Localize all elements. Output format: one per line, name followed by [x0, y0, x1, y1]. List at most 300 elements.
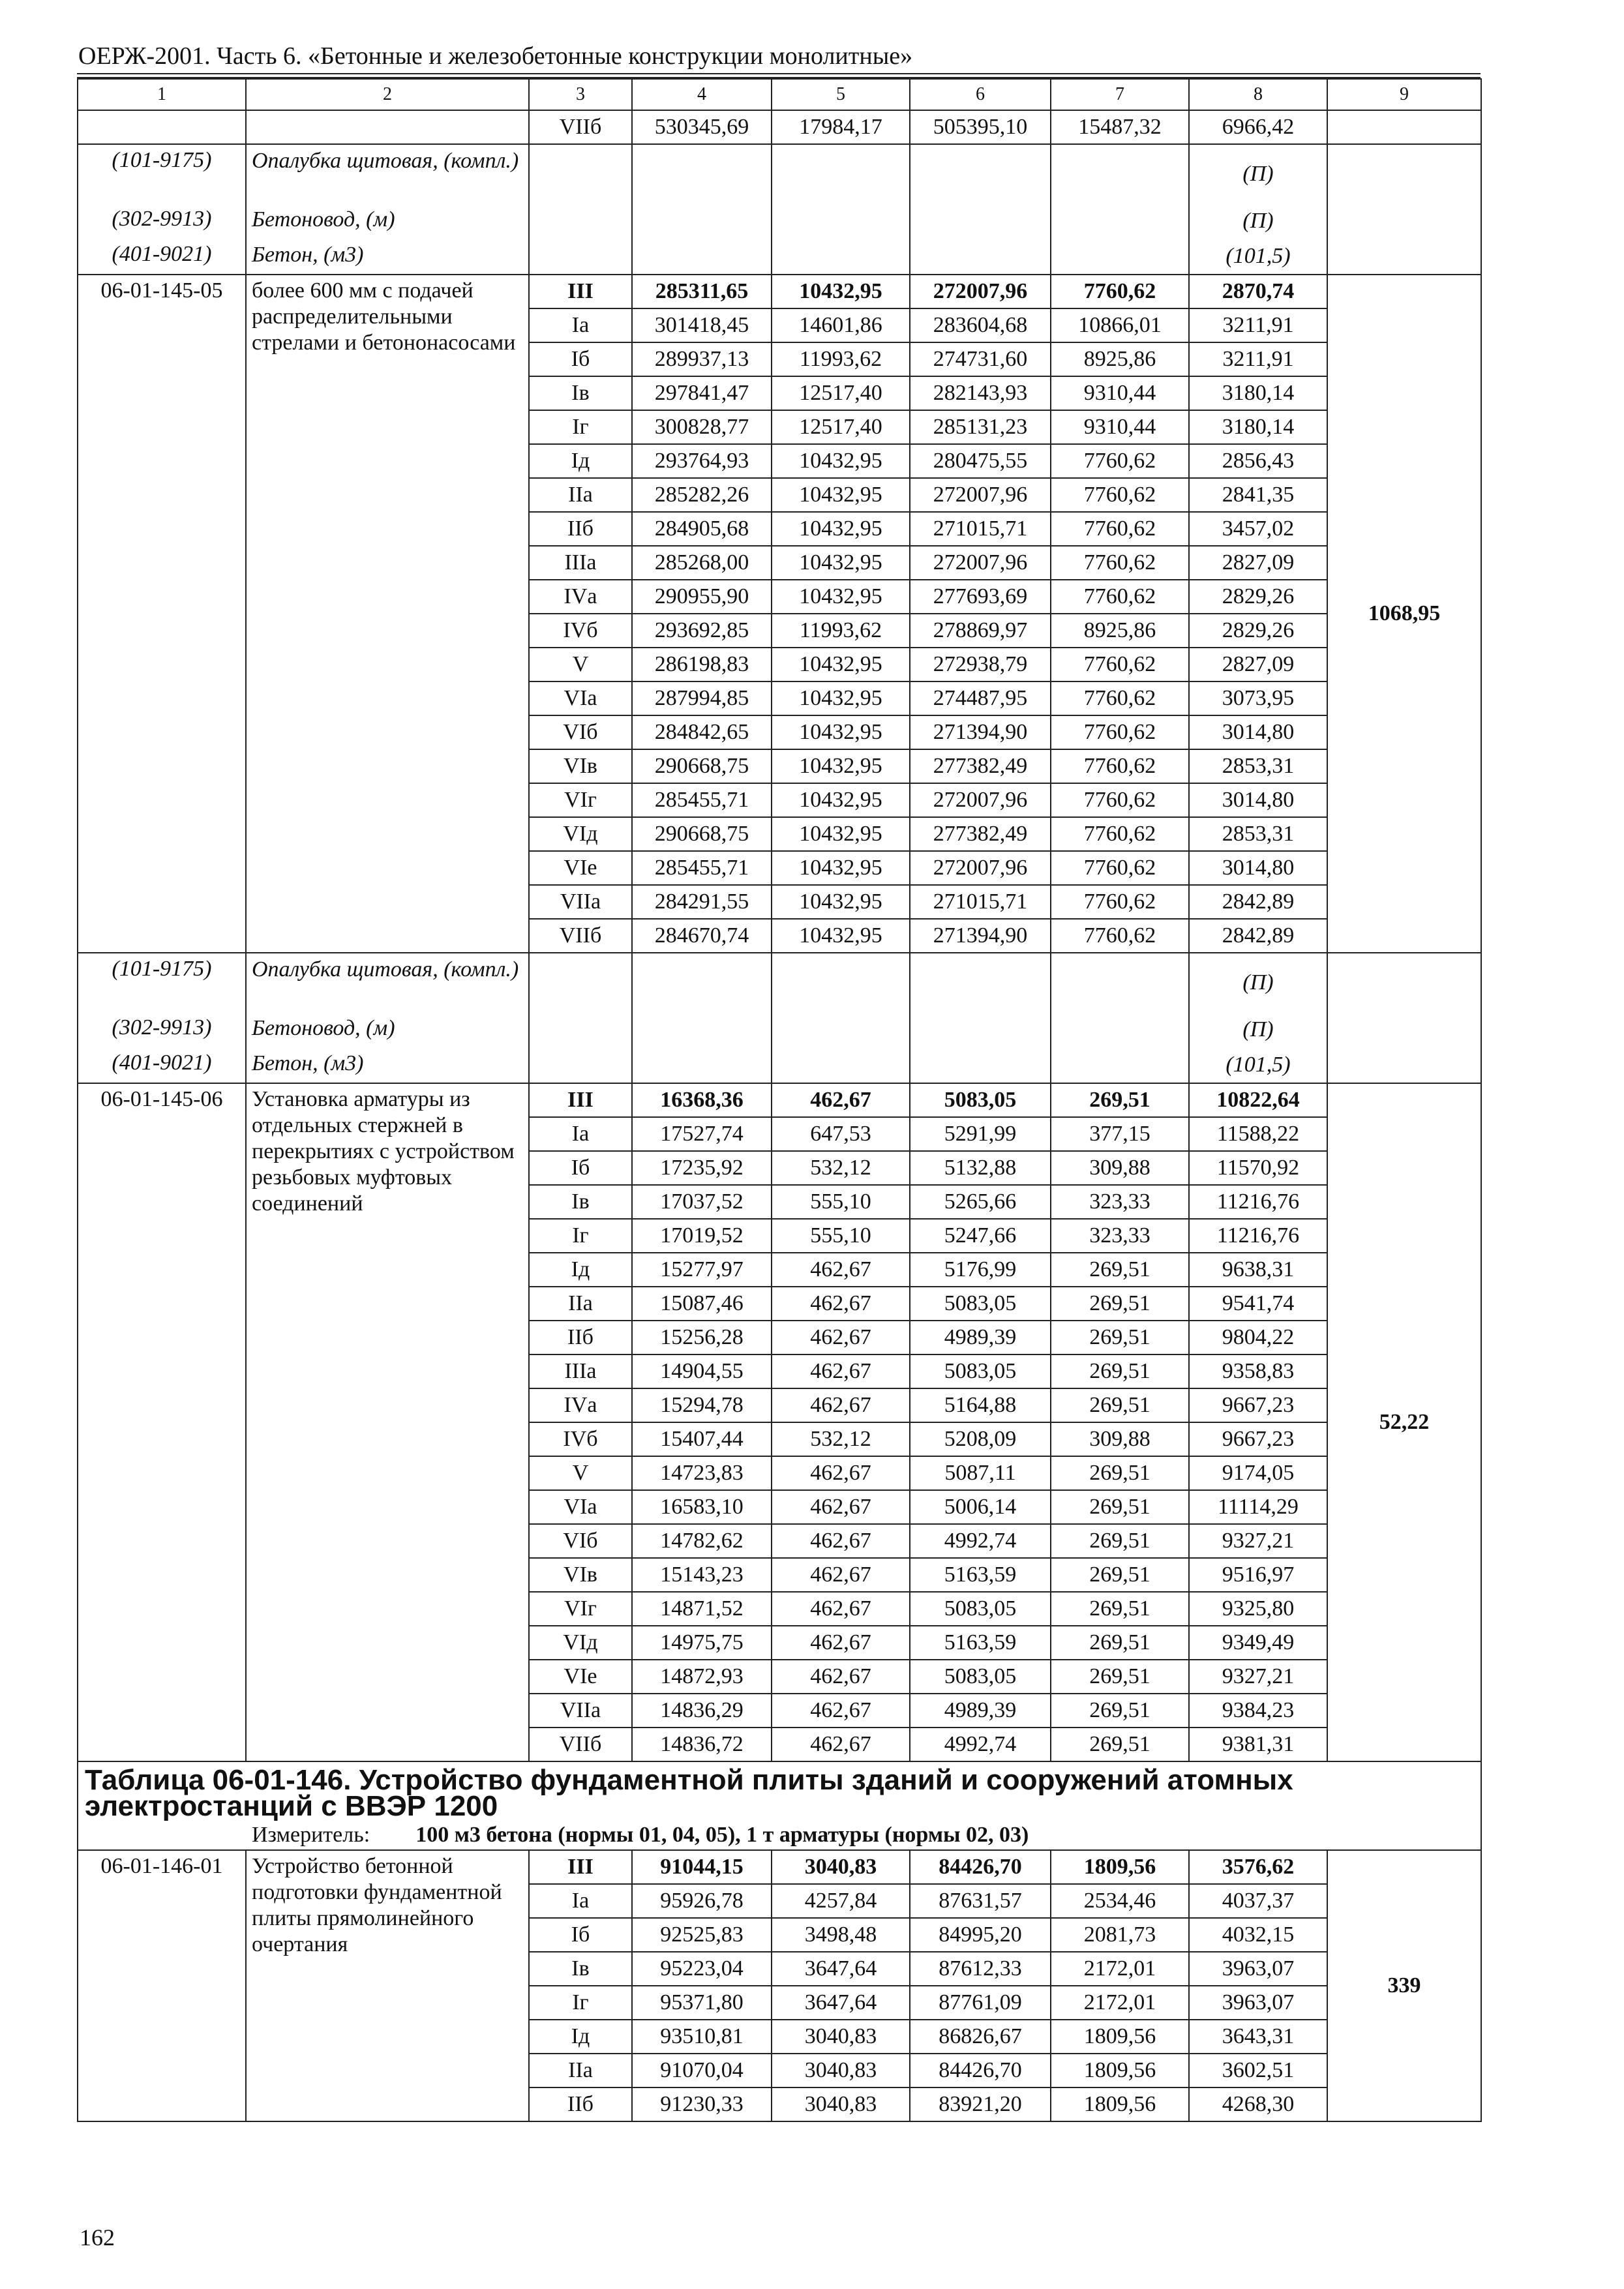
value-cell: 272007,96 [910, 546, 1051, 580]
zone-cell: VIа [529, 681, 632, 715]
resource-empty-cell [772, 144, 910, 203]
value-cell: 4989,39 [910, 1321, 1051, 1354]
value-cell: 16368,36 [632, 1083, 772, 1117]
table-row [78, 1850, 1481, 1884]
zone-cell: IIа [529, 2054, 632, 2087]
value-cell: 269,51 [1051, 1321, 1189, 1354]
value-cell: 462,67 [772, 1524, 910, 1558]
value-cell: 5247,66 [910, 1219, 1051, 1253]
page-header: ОЕРЖ-2001. Часть 6. «Бетонные и железобетонные конструкции монолитные» [78, 42, 913, 70]
value-cell: 9381,31 [1189, 1728, 1327, 1761]
zone-cell: VIIа [529, 885, 632, 919]
value-cell: 462,67 [772, 1592, 910, 1626]
value-cell: 14782,62 [632, 1524, 772, 1558]
value-cell: 3963,07 [1189, 1952, 1327, 1986]
value-cell: 14871,52 [632, 1592, 772, 1626]
resource-empty-cell [772, 1047, 910, 1083]
measure-label: Измеритель: [252, 1823, 370, 1847]
table-row [78, 275, 1481, 308]
value-cell: 3211,91 [1189, 308, 1327, 342]
resource-value: (П) [1189, 953, 1327, 1012]
value-cell: 2827,09 [1189, 546, 1327, 580]
value-cell: 95371,80 [632, 1986, 772, 2020]
value-cell: 11216,76 [1189, 1185, 1327, 1219]
column-number: 5 [772, 79, 910, 110]
value-cell: 10432,95 [772, 885, 910, 919]
value-cell: 462,67 [772, 1728, 910, 1761]
value-cell: 95926,78 [632, 1884, 772, 1918]
value-cell: 274487,95 [910, 681, 1051, 715]
resource-empty-cell [1051, 1047, 1189, 1083]
zone-cell: VIIб [529, 1728, 632, 1761]
value-cell: 10432,95 [772, 275, 910, 308]
value-cell: 3457,02 [1189, 512, 1327, 546]
zone-cell: VIг [529, 783, 632, 817]
value-cell: 269,51 [1051, 1524, 1189, 1558]
zone-cell: IVб [529, 1422, 632, 1456]
zone-cell: Iб [529, 1918, 632, 1952]
value-cell: 269,51 [1051, 1592, 1189, 1626]
resource-empty-cell [910, 1047, 1051, 1083]
zone-cell: Iд [529, 1253, 632, 1287]
value-cell: 555,10 [772, 1219, 910, 1253]
value-cell: 462,67 [772, 1388, 910, 1422]
resource-name: Бетон, (м3) [246, 1047, 529, 1083]
value-cell: 10432,95 [772, 749, 910, 783]
resource-empty-cell [1327, 1047, 1481, 1083]
value-cell: 10432,95 [772, 715, 910, 749]
value-cell: 3014,80 [1189, 783, 1327, 817]
value-cell: 11114,29 [1189, 1490, 1327, 1524]
value-cell: 3073,95 [1189, 681, 1327, 715]
value-cell: 14836,72 [632, 1728, 772, 1761]
value-cell: 4989,39 [910, 1694, 1051, 1728]
zone-cell: III [529, 275, 632, 308]
value-cell: 5265,66 [910, 1185, 1051, 1219]
value-cell: 285311,65 [632, 275, 772, 308]
value-cell: 4268,30 [1189, 2087, 1327, 2121]
resource-empty-cell [1051, 203, 1189, 239]
value-cell: 11570,92 [1189, 1151, 1327, 1185]
value-cell: 3602,51 [1189, 2054, 1327, 2087]
value-cell: 462,67 [772, 1287, 910, 1321]
value-cell: 10432,95 [772, 648, 910, 681]
value-cell: 5291,99 [910, 1117, 1051, 1151]
value-cell: 309,88 [1051, 1151, 1189, 1185]
value-cell: 10822,64 [1189, 1083, 1327, 1117]
value-cell: 7760,62 [1051, 783, 1189, 817]
zone-cell: V [529, 648, 632, 681]
zone-cell: VIе [529, 851, 632, 885]
value-cell: 5006,14 [910, 1490, 1051, 1524]
resource-empty-cell [910, 953, 1051, 1012]
norm-code: 06-01-145-05 [78, 275, 246, 953]
zone-cell: Iа [529, 308, 632, 342]
value-cell: 285131,23 [910, 410, 1051, 444]
value-cell: 3040,83 [772, 2020, 910, 2054]
resource-empty-cell [632, 1012, 772, 1047]
resource-code: (401-9021) [78, 1047, 246, 1083]
value-cell: 9384,23 [1189, 1694, 1327, 1728]
value-cell: 7760,62 [1051, 749, 1189, 783]
value-cell: 15294,78 [632, 1388, 772, 1422]
column-number: 6 [910, 79, 1051, 110]
value-cell: 10432,95 [772, 851, 910, 885]
value-cell: 17984,17 [772, 110, 910, 144]
labor-cell: 339 [1327, 1850, 1481, 2121]
value-cell: 17037,52 [632, 1185, 772, 1219]
resource-empty-cell [772, 203, 910, 239]
resource-empty-cell [910, 144, 1051, 203]
column-number: 7 [1051, 79, 1189, 110]
zone-cell: IIа [529, 478, 632, 512]
value-cell: 285455,71 [632, 851, 772, 885]
table-title-row [78, 1761, 1481, 1821]
value-cell: 272007,96 [910, 275, 1051, 308]
value-cell: 462,67 [772, 1354, 910, 1388]
value-cell: 277382,49 [910, 817, 1051, 851]
column-number: 8 [1189, 79, 1327, 110]
column-number-row [78, 79, 1481, 110]
value-cell: 11993,62 [772, 614, 910, 648]
value-cell: 462,67 [772, 1083, 910, 1117]
value-cell: 277693,69 [910, 580, 1051, 614]
resource-empty-cell [1327, 953, 1481, 1012]
value-cell: 290955,90 [632, 580, 772, 614]
table-row [78, 110, 1481, 144]
zone-cell: IIа [529, 1287, 632, 1321]
column-number: 2 [246, 79, 529, 110]
resource-value: (П) [1189, 203, 1327, 239]
value-cell: 9358,83 [1189, 1354, 1327, 1388]
value-cell: 3040,83 [772, 2054, 910, 2087]
value-cell: 1809,56 [1051, 2020, 1189, 2054]
value-cell: 462,67 [772, 1490, 910, 1524]
value-cell: 10432,95 [772, 580, 910, 614]
labor-cell: 52,22 [1327, 1083, 1481, 1761]
value-cell: 9667,23 [1189, 1388, 1327, 1422]
value-cell: 17527,74 [632, 1117, 772, 1151]
value-cell: 11216,76 [1189, 1219, 1327, 1253]
value-cell: 286198,83 [632, 648, 772, 681]
value-cell: 269,51 [1051, 1354, 1189, 1388]
value-cell: 293692,85 [632, 614, 772, 648]
zone-cell: Iг [529, 410, 632, 444]
description-cell-empty [246, 110, 529, 144]
value-cell: 9327,21 [1189, 1660, 1327, 1694]
value-cell: 14836,29 [632, 1694, 772, 1728]
value-cell: 10432,95 [772, 444, 910, 478]
resource-empty-cell [632, 203, 772, 239]
resource-empty-cell [772, 1012, 910, 1047]
value-cell: 3040,83 [772, 1850, 910, 1884]
resource-empty-cell [632, 953, 772, 1012]
page-number: 162 [80, 2224, 115, 2251]
measure-cell [78, 1821, 1481, 1850]
value-cell: 87612,33 [910, 1952, 1051, 1986]
value-cell: 15143,23 [632, 1558, 772, 1592]
value-cell: 7760,62 [1051, 681, 1189, 715]
value-cell: 7760,62 [1051, 444, 1189, 478]
value-cell: 532,12 [772, 1422, 910, 1456]
value-cell: 269,51 [1051, 1388, 1189, 1422]
value-cell: 92525,83 [632, 1918, 772, 1952]
value-cell: 2827,09 [1189, 648, 1327, 681]
value-cell: 2853,31 [1189, 749, 1327, 783]
value-cell: 87631,57 [910, 1884, 1051, 1918]
value-cell: 7760,62 [1051, 580, 1189, 614]
value-cell: 91070,04 [632, 2054, 772, 2087]
value-cell: 5163,59 [910, 1558, 1051, 1592]
zone-cell: Iд [529, 444, 632, 478]
resource-empty-cell [632, 144, 772, 203]
value-cell: 290668,75 [632, 817, 772, 851]
value-cell: 4032,15 [1189, 1918, 1327, 1952]
value-cell: 2829,26 [1189, 614, 1327, 648]
zone-cell: III [529, 1850, 632, 1884]
zone-cell: Iв [529, 1952, 632, 1986]
value-cell: 269,51 [1051, 1558, 1189, 1592]
zone-cell: Iа [529, 1117, 632, 1151]
norm-code: 06-01-145-06 [78, 1083, 246, 1761]
value-cell: 462,67 [772, 1558, 910, 1592]
value-cell: 86826,67 [910, 2020, 1051, 2054]
zone-cell: Iв [529, 1185, 632, 1219]
value-cell: 297841,47 [632, 376, 772, 410]
norm-description: более 600 мм с подачей распределительными стрелами и бетононасосами [246, 275, 529, 953]
zone-cell: V [529, 1456, 632, 1490]
value-cell: 462,67 [772, 1626, 910, 1660]
code-cell-empty [78, 110, 246, 144]
zone-cell: VIб [529, 715, 632, 749]
value-cell: 14872,93 [632, 1660, 772, 1694]
value-cell: 7760,62 [1051, 512, 1189, 546]
value-cell: 555,10 [772, 1185, 910, 1219]
value-cell: 11993,62 [772, 342, 910, 376]
resource-code: (101-9175) [78, 144, 246, 203]
value-cell: 9516,97 [1189, 1558, 1327, 1592]
value-cell: 2841,35 [1189, 478, 1327, 512]
value-cell: 2172,01 [1051, 1986, 1189, 2020]
zone-cell: Iб [529, 342, 632, 376]
zone-cell: VIIб [529, 110, 632, 144]
value-cell: 274731,60 [910, 342, 1051, 376]
value-cell: 7760,62 [1051, 478, 1189, 512]
value-cell: 10866,01 [1051, 308, 1189, 342]
value-cell: 269,51 [1051, 1728, 1189, 1761]
value-cell: 1809,56 [1051, 2087, 1189, 2121]
labor-cell-empty [1327, 110, 1481, 144]
value-cell: 12517,40 [772, 410, 910, 444]
value-cell: 3576,62 [1189, 1850, 1327, 1884]
value-cell: 285268,00 [632, 546, 772, 580]
value-cell: 91230,33 [632, 2087, 772, 2121]
value-cell: 4992,74 [910, 1728, 1051, 1761]
resource-value: (П) [1189, 1012, 1327, 1047]
resource-empty-cell [1327, 239, 1481, 275]
column-number: 9 [1327, 79, 1481, 110]
resource-name: Бетон, (м3) [246, 239, 529, 275]
resource-empty-cell [1051, 1012, 1189, 1047]
value-cell: 272007,96 [910, 783, 1051, 817]
value-cell: 15256,28 [632, 1321, 772, 1354]
value-cell: 10432,95 [772, 817, 910, 851]
value-cell: 9638,31 [1189, 1253, 1327, 1287]
zone-cell: VIа [529, 1490, 632, 1524]
value-cell: 271394,90 [910, 715, 1051, 749]
value-cell: 323,33 [1051, 1185, 1189, 1219]
resource-row [78, 1012, 1481, 1047]
value-cell: 1809,56 [1051, 1850, 1189, 1884]
resource-empty-cell [772, 953, 910, 1012]
value-cell: 269,51 [1051, 1660, 1189, 1694]
value-cell: 1809,56 [1051, 2054, 1189, 2087]
zone-cell: Iд [529, 2020, 632, 2054]
resource-empty-cell [1327, 144, 1481, 203]
value-cell: 2172,01 [1051, 1952, 1189, 1986]
zone-cell: Iв [529, 376, 632, 410]
value-cell: 11588,22 [1189, 1117, 1327, 1151]
value-cell: 5163,59 [910, 1626, 1051, 1660]
zone-cell: IVа [529, 580, 632, 614]
resource-empty-cell [1327, 1012, 1481, 1047]
value-cell: 2081,73 [1051, 1918, 1189, 1952]
value-cell: 5083,05 [910, 1354, 1051, 1388]
value-cell: 7760,62 [1051, 648, 1189, 681]
resource-value: (П) [1189, 144, 1327, 203]
value-cell: 287994,85 [632, 681, 772, 715]
resource-empty-cell [1051, 953, 1189, 1012]
value-cell: 272007,96 [910, 478, 1051, 512]
value-cell: 269,51 [1051, 1253, 1189, 1287]
value-cell: 2856,43 [1189, 444, 1327, 478]
value-cell: 7760,62 [1051, 275, 1189, 308]
zone-cell: IIIа [529, 1354, 632, 1388]
resource-empty-cell [529, 144, 632, 203]
value-cell: 377,15 [1051, 1117, 1189, 1151]
value-cell: 10432,95 [772, 783, 910, 817]
resource-empty-cell [529, 953, 632, 1012]
resource-empty-cell [529, 1047, 632, 1083]
resource-row [78, 1047, 1481, 1083]
resource-code: (302-9913) [78, 203, 246, 239]
value-cell: 2842,89 [1189, 885, 1327, 919]
value-cell: 4257,84 [772, 1884, 910, 1918]
value-cell: 285282,26 [632, 478, 772, 512]
zone-cell: IVб [529, 614, 632, 648]
value-cell: 269,51 [1051, 1694, 1189, 1728]
value-cell: 16583,10 [632, 1490, 772, 1524]
resource-empty-cell [910, 1012, 1051, 1047]
value-cell: 271015,71 [910, 512, 1051, 546]
value-cell: 6966,42 [1189, 110, 1327, 144]
zone-cell: Iг [529, 1986, 632, 2020]
value-cell: 84426,70 [910, 1850, 1051, 1884]
value-cell: 271394,90 [910, 919, 1051, 953]
value-cell: 4992,74 [910, 1524, 1051, 1558]
value-cell: 14723,83 [632, 1456, 772, 1490]
zone-cell: Iб [529, 1151, 632, 1185]
zone-cell: VIд [529, 817, 632, 851]
measure-row [78, 1821, 1481, 1850]
zone-cell: IIб [529, 1321, 632, 1354]
value-cell: 290668,75 [632, 749, 772, 783]
value-cell: 300828,77 [632, 410, 772, 444]
value-cell: 14975,75 [632, 1626, 772, 1660]
value-cell: 5087,11 [910, 1456, 1051, 1490]
value-cell: 462,67 [772, 1253, 910, 1287]
resource-name: Бетоновод, (м) [246, 1012, 529, 1047]
resource-empty-cell [772, 239, 910, 275]
value-cell: 15407,44 [632, 1422, 772, 1456]
resource-empty-cell [529, 239, 632, 275]
value-cell: 284842,65 [632, 715, 772, 749]
value-cell: 271015,71 [910, 885, 1051, 919]
value-cell: 301418,45 [632, 308, 772, 342]
zone-cell: VIб [529, 1524, 632, 1558]
value-cell: 278869,97 [910, 614, 1051, 648]
resource-empty-cell [529, 203, 632, 239]
value-cell: 277382,49 [910, 749, 1051, 783]
resource-code: (101-9175) [78, 953, 246, 1012]
value-cell: 280475,55 [910, 444, 1051, 478]
value-cell: 284291,55 [632, 885, 772, 919]
norm-description: Устройство бетонной подготовки фундаментной плиты прямолинейного очертания [246, 1850, 529, 2121]
resource-name: Опалубка щитовая, (компл.) [246, 144, 529, 203]
value-cell: 7760,62 [1051, 817, 1189, 851]
zone-cell: VIг [529, 1592, 632, 1626]
measure-value: 100 м3 бетона (нормы 01, 04, 05), 1 т арматуры (нормы 02, 03) [415, 1823, 1029, 1847]
value-cell: 269,51 [1051, 1287, 1189, 1321]
value-cell: 3647,64 [772, 1986, 910, 2020]
value-cell: 3040,83 [772, 2087, 910, 2121]
value-cell: 7760,62 [1051, 885, 1189, 919]
zone-cell: IVа [529, 1388, 632, 1422]
zone-cell: IIб [529, 512, 632, 546]
value-cell: 462,67 [772, 1456, 910, 1490]
value-cell: 7760,62 [1051, 919, 1189, 953]
value-cell: 3180,14 [1189, 376, 1327, 410]
value-cell: 17019,52 [632, 1219, 772, 1253]
value-cell: 5083,05 [910, 1083, 1051, 1117]
value-cell: 272007,96 [910, 851, 1051, 885]
resource-name: Опалубка щитовая, (компл.) [246, 953, 529, 1012]
value-cell: 269,51 [1051, 1456, 1189, 1490]
value-cell: 5083,05 [910, 1592, 1051, 1626]
value-cell: 2870,74 [1189, 275, 1327, 308]
value-cell: 3014,80 [1189, 851, 1327, 885]
header-rule [77, 73, 1481, 74]
value-cell: 93510,81 [632, 2020, 772, 2054]
resource-empty-cell [1327, 203, 1481, 239]
value-cell: 3211,91 [1189, 342, 1327, 376]
zone-cell: VIе [529, 1660, 632, 1694]
value-cell: 9174,05 [1189, 1456, 1327, 1490]
value-cell: 462,67 [772, 1321, 910, 1354]
value-cell: 5176,99 [910, 1253, 1051, 1287]
table-row [78, 1083, 1481, 1117]
value-cell: 284905,68 [632, 512, 772, 546]
resource-empty-cell [529, 1012, 632, 1047]
table-title: Таблица 06-01-146. Устройство фундаментной плиты зданий и сооружений атомных электростанций с ВВЭР 1200 [78, 1761, 1481, 1821]
value-cell: 9667,23 [1189, 1422, 1327, 1456]
zone-cell: VIIб [529, 919, 632, 953]
value-cell: 647,53 [772, 1117, 910, 1151]
value-cell: 282143,93 [910, 376, 1051, 410]
value-cell: 3180,14 [1189, 410, 1327, 444]
value-cell: 7760,62 [1051, 851, 1189, 885]
value-cell: 7760,62 [1051, 546, 1189, 580]
